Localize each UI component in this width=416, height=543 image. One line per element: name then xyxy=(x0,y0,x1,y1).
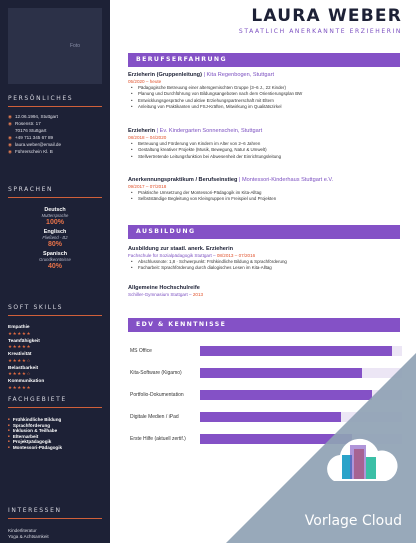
skill-item xyxy=(8,339,102,350)
license: Führerschein Kl. B xyxy=(15,149,53,154)
experience-heading: BERUFSERFAHRUNG xyxy=(128,53,400,67)
area-item: ■ Elternarbeit xyxy=(8,434,106,440)
star-rating-icon: ★★★★☆ xyxy=(8,371,32,376)
language-percent: 100% xyxy=(46,219,64,226)
education-entry xyxy=(128,246,408,272)
job-bullet: • Selbstständige Begleitung von Kleingruppen im Freispiel und Projekten xyxy=(128,196,408,202)
language-level: Grundkenntnisse xyxy=(39,257,71,262)
contact-row xyxy=(8,135,106,141)
watermark-text: Vorlage Cloud xyxy=(304,513,402,529)
phone-icon: ◉ xyxy=(8,135,13,140)
area-item: ■ Sprachförderung xyxy=(8,423,106,429)
area-item: ■ Inklusion & Teilhabe xyxy=(8,428,106,434)
skill-name: Teamfähigkeit xyxy=(8,338,40,344)
language-level: Fließend - B2 xyxy=(42,235,68,240)
skill-item xyxy=(8,352,102,363)
languages-divider xyxy=(8,197,102,198)
language-item xyxy=(8,207,102,227)
it-skill-label: MS Office xyxy=(130,348,152,354)
education-title: Allgemeine Hochschulreife xyxy=(128,285,200,291)
skill-name: Kommunikation xyxy=(8,379,45,384)
area-item: ■ Montessori-Pädagogik xyxy=(8,445,106,451)
skill-item xyxy=(8,366,102,377)
language-level: Muttersprache xyxy=(41,213,69,218)
contact-row xyxy=(8,149,106,155)
star-rating-icon: ★★★★★ xyxy=(8,344,32,349)
education-dates: 08/2013 – 07/2016 xyxy=(216,253,256,258)
education-heading: AUSBILDUNG xyxy=(128,225,400,239)
education-entry xyxy=(128,285,408,298)
star-rating-icon: ★★★★☆ xyxy=(8,357,32,363)
language-percent: 80% xyxy=(47,241,62,248)
location-icon: ◉ xyxy=(8,121,13,126)
language-percent: 40% xyxy=(47,263,62,270)
calendar-icon: ◉ xyxy=(8,114,13,119)
phone: +49 711 345 67 89 xyxy=(15,135,54,140)
job-subtitle: STAATLICH ANERKANNTE ERZIEHERIN xyxy=(238,28,402,35)
it-skill-label: Digitale Medien / iPad xyxy=(130,414,179,420)
email: laura.weber@email.de xyxy=(15,142,62,147)
personal-heading: PERSÖNLICHES xyxy=(8,95,74,102)
language-name: Englisch xyxy=(43,229,67,235)
skill-item xyxy=(8,379,102,390)
profile-photo xyxy=(8,8,102,84)
photo-caption: Foto xyxy=(69,43,80,49)
area-item: ■ Projektpädagogik xyxy=(8,439,106,445)
birth-date: 12.06.1994, Stuttgart xyxy=(15,114,58,119)
languages-heading: SPRACHEN xyxy=(8,186,54,193)
job-bullet: • Anleitung von Praktikanten und FSJ-Kräften, Mitwirkung im Qualitätszirkel xyxy=(128,104,408,110)
skills-list xyxy=(8,325,102,393)
job-title-line: Anerkennungspraktikum / Berufseinstieg | Montessori-Kinderhaus Stuttgart e.V. xyxy=(128,177,334,183)
interests-divider xyxy=(8,518,102,519)
contact-row xyxy=(8,114,106,120)
interest-item: Yoga & Achtsamkeit xyxy=(8,534,49,539)
city: 70176 Stuttgart xyxy=(15,128,47,133)
job-company: Montessori-Kinderhaus Stuttgart e.V. xyxy=(242,177,334,183)
job-title: Erzieherin (Gruppenleitung) xyxy=(128,72,202,78)
interests-list xyxy=(8,528,106,540)
areas-list xyxy=(8,417,106,451)
job-entry xyxy=(128,72,408,111)
contact-row xyxy=(8,121,106,127)
education-school-line: Schiller-Gymnasium Stuttgart – 2013 xyxy=(128,292,204,297)
personal-divider xyxy=(8,106,102,107)
education-title: Ausbildung zur staatl. anerk. Erzieherin xyxy=(128,246,234,252)
job-title: Erzieherin xyxy=(128,128,156,134)
job-bullet: • Praktische Umsetzung der Montessori-Pädagogik im Kita-Alltag xyxy=(128,190,408,196)
job-bullet: • Gestaltung kreativer Projekte (Musik, Bewegung, Natur & Umwelt) xyxy=(128,147,408,153)
it-heading: EDV & KENNTNISSE xyxy=(128,318,400,332)
job-bullet: • Betreuung und Förderung von Kindern im Alter von 2–6 Jahren xyxy=(128,141,408,147)
job-bullet: • Planung und Durchführung von Bildungsangeboten nach dem Orientierungsplan BW xyxy=(128,91,408,97)
education-bullet: • Abschlussnote: 1,8 · Schwerpunkt: Frühkindliche Bildung & Sprachförderung xyxy=(128,259,408,265)
car-icon: ◉ xyxy=(8,149,13,154)
language-list xyxy=(8,207,102,273)
areas-heading: FACHGEBIETE xyxy=(8,396,67,403)
job-entry xyxy=(128,128,408,160)
areas-divider xyxy=(8,407,102,408)
education-school-line: Fachschule für Sozialpädagogik Stuttgart – 08/2013 – 07/2016 xyxy=(128,253,256,258)
language-item xyxy=(8,251,102,271)
job-bullet: • Pädagogische Betreuung einer altersgemischten Gruppe (3–6 J., 22 Kinder) xyxy=(128,85,408,91)
job-entry xyxy=(128,177,408,203)
job-title: Anerkennungspraktikum / Berufseinstieg xyxy=(128,177,238,183)
contact-list xyxy=(8,114,106,156)
skill-name: Belastbarkeit xyxy=(8,365,39,371)
education-school: Schiller-Gymnasium Stuttgart xyxy=(128,292,188,297)
area-item: ■ Frühkindliche Bildung xyxy=(8,417,106,423)
street: Rosenstr. 17 xyxy=(15,121,41,126)
language-name: Deutsch xyxy=(44,207,66,213)
job-company: Kita Regenbogen, Stuttgart xyxy=(206,72,275,78)
star-rating-icon: ★★★★★ xyxy=(8,330,32,336)
skills-divider xyxy=(8,315,102,316)
interests-heading: INTERESSEN xyxy=(8,507,62,514)
skill-item xyxy=(8,325,102,336)
contact-row xyxy=(8,128,106,134)
skill-name: Empathie xyxy=(8,325,30,330)
sidebar xyxy=(0,0,110,543)
person-name: LAURA WEBER xyxy=(251,6,402,26)
it-skill-label: Erste Hilfe (aktuell zertif.) xyxy=(130,436,186,442)
skills-heading: SOFT SKILLS xyxy=(8,304,64,311)
education-bullet: • Facharbeit: Sprachförderung durch dialogisches Lesen im Kita-Alltag xyxy=(128,265,408,271)
language-name: Spanisch xyxy=(43,251,67,257)
it-skill-label: Portfolio-Dokumentation xyxy=(130,392,184,398)
job-dates: 05/2020 – heute xyxy=(128,79,162,84)
interest-item: Kinderliteratur xyxy=(8,528,37,533)
contact-row xyxy=(8,142,106,148)
job-title-line: Erzieherin | Ev. Kindergarten Sonnenschein, Stuttgart xyxy=(128,128,263,134)
job-bullet: • Stellvertretende Leitungsfunktion bei Abwesenheit der Einrichtungsleitung xyxy=(128,154,408,160)
education-dates: 2013 xyxy=(192,292,204,297)
language-item xyxy=(8,229,102,249)
mail-icon: ◉ xyxy=(8,142,13,147)
job-dates: 08/2018 – 04/2020 xyxy=(128,135,167,140)
job-dates: 09/2017 – 07/2018 xyxy=(128,184,167,189)
skill-name: Kreativität xyxy=(8,352,32,357)
job-title-line: Erzieherin (Gruppenleitung) | Kita Regenbogen, Stuttgart xyxy=(128,72,275,78)
job-bullet: • Entwicklungsgespräche und aktive Erziehungspartnerschaft mit Eltern xyxy=(128,98,408,104)
it-skill-label: Kita-Software (Kigamo) xyxy=(130,370,182,376)
education-school: Fachschule für Sozialpädagogik Stuttgart xyxy=(128,253,212,258)
job-company: Ev. Kindergarten Sonnenschein, Stuttgart xyxy=(159,128,263,134)
star-rating-icon: ★★★★★ xyxy=(8,384,32,390)
